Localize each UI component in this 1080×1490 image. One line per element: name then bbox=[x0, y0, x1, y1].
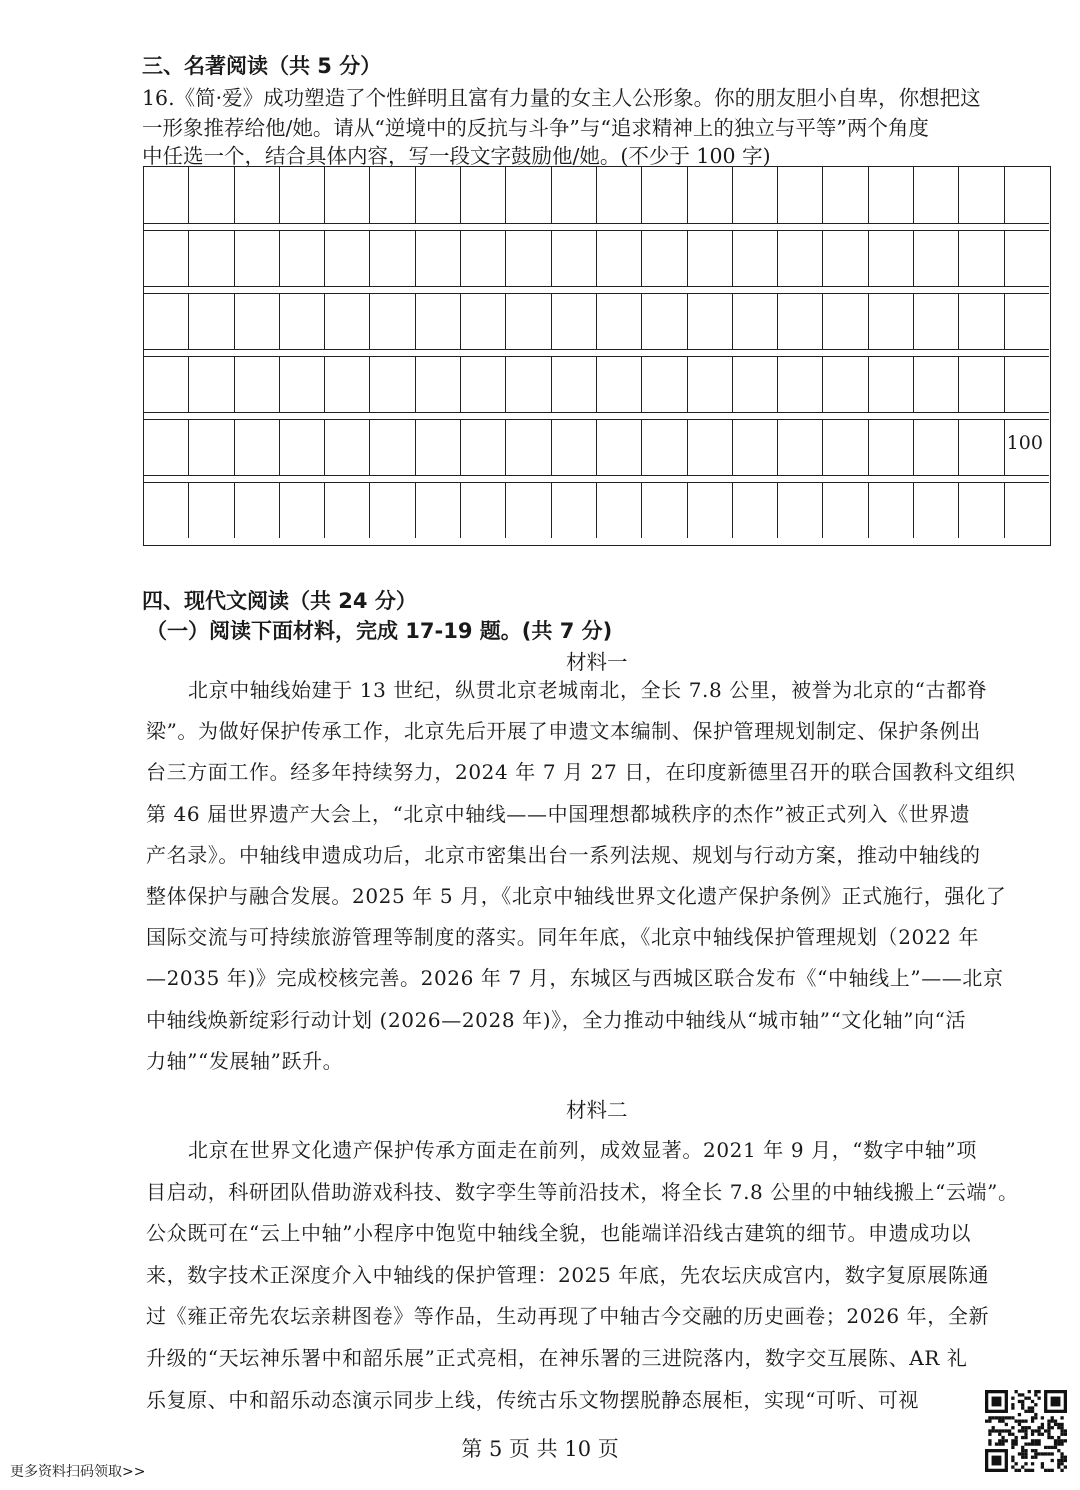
grid-cell bbox=[732, 420, 777, 475]
grid-cell bbox=[415, 167, 460, 223]
grid-cell bbox=[687, 420, 732, 475]
grid-cell bbox=[913, 167, 958, 223]
grid-cell bbox=[188, 167, 233, 223]
grid-cell bbox=[505, 357, 550, 412]
grid-cell bbox=[551, 167, 596, 223]
grid-cell bbox=[732, 231, 777, 286]
grid-cell bbox=[279, 483, 324, 538]
grid-row bbox=[144, 482, 1049, 538]
grid-cell bbox=[234, 357, 279, 412]
grid-cell bbox=[551, 483, 596, 538]
grid-row bbox=[144, 293, 1049, 349]
grid-cell bbox=[1004, 483, 1049, 538]
grid-cell bbox=[369, 483, 414, 538]
grid-cell bbox=[144, 357, 188, 412]
material2-line-4: 来，数字技术正深度介入中轴线的保护管理：2025 年底，先农坛庆成宫内，数字复原展陈通 bbox=[146, 1262, 990, 1287]
grid-cell bbox=[460, 483, 505, 538]
material1-line-9: 中轴线焕新绽彩行动计划 (2026—2028 年)》，全力推动中轴线从“城市轴”“文化轴”向“活 bbox=[146, 1007, 967, 1032]
grid-cell bbox=[279, 420, 324, 475]
grid-cell bbox=[234, 231, 279, 286]
grid-cell bbox=[958, 294, 1003, 349]
question16-line-3: 中任选一个，结合具体内容，写一段文字鼓励他/她。(不少于 100 字) bbox=[142, 144, 771, 168]
grid-cell bbox=[958, 167, 1003, 223]
grid-cell bbox=[415, 420, 460, 475]
grid-cell bbox=[596, 420, 641, 475]
word-count-marker: 100 bbox=[1006, 432, 1043, 454]
grid-cell bbox=[460, 231, 505, 286]
grid-cell bbox=[369, 294, 414, 349]
grid-cell bbox=[868, 231, 913, 286]
grid-cell bbox=[958, 357, 1003, 412]
grid-cell bbox=[369, 167, 414, 223]
grid-cell bbox=[324, 167, 369, 223]
grid-cell bbox=[324, 357, 369, 412]
grid-cell bbox=[415, 294, 460, 349]
grid-cell bbox=[369, 420, 414, 475]
grid-cell bbox=[551, 357, 596, 412]
grid-cell bbox=[505, 420, 550, 475]
grid-row-spacer bbox=[144, 475, 1049, 482]
grid-cell bbox=[641, 231, 686, 286]
material1-line-3: 台三方面工作。经多年持续努力，2024 年 7 月 27 日，在印度新德里召开的联合国教科文组织 bbox=[146, 760, 1016, 785]
grid-cell bbox=[641, 483, 686, 538]
grid-cell bbox=[551, 420, 596, 475]
grid-cell bbox=[596, 294, 641, 349]
grid-row-spacer bbox=[144, 349, 1049, 356]
grid-cell bbox=[188, 483, 233, 538]
qr-code bbox=[985, 1390, 1067, 1472]
grid-cell bbox=[958, 483, 1003, 538]
grid-row bbox=[144, 230, 1049, 286]
grid-cell bbox=[596, 357, 641, 412]
grid-cell bbox=[777, 167, 822, 223]
grid-cell bbox=[687, 167, 732, 223]
grid-cell bbox=[596, 483, 641, 538]
material2-line-1: 北京在世界文化遗产保护传承方面走在前列，成效显著。2021 年 9 月，“数字中轴”项 bbox=[188, 1138, 977, 1162]
grid-cell bbox=[732, 294, 777, 349]
grid-row-spacer bbox=[144, 412, 1049, 419]
grid-cell bbox=[279, 357, 324, 412]
grid-cell bbox=[144, 483, 188, 538]
question16-line-1: 16.《简·爱》成功塑造了个性鲜明且富有力量的女主人公形象。你的朋友胆小自卑，你想把这 bbox=[142, 86, 981, 110]
grid-cell bbox=[822, 420, 867, 475]
section3-heading: 三、名著阅读（共 5 分） bbox=[142, 54, 382, 78]
material2-line-2: 目启动，科研团队借助游戏科技、数字孪生等前沿技术，将全长 7.8 公里的中轴线搬上“云端”。 bbox=[146, 1179, 1019, 1204]
page-number: 第 5 页 共 10 页 bbox=[461, 1437, 619, 1461]
grid-cell bbox=[144, 294, 188, 349]
grid-cell bbox=[687, 357, 732, 412]
question16-line-2: 一形象推荐给他/她。请从“逆境中的反抗与斗争”与“追求精神上的独立与平等”两个角度 bbox=[142, 116, 929, 140]
grid-row bbox=[144, 356, 1049, 412]
grid-cell bbox=[687, 483, 732, 538]
grid-cell bbox=[188, 420, 233, 475]
grid-cell bbox=[505, 167, 550, 223]
grid-cell bbox=[822, 357, 867, 412]
material1-line-7: 国际交流与可持续旅游管理等制度的落实。同年年底，《北京中轴线保护管理规划（2022 年 bbox=[146, 925, 980, 950]
grid-cell bbox=[415, 483, 460, 538]
grid-cell bbox=[1004, 357, 1049, 412]
grid-cell bbox=[460, 294, 505, 349]
grid-cell bbox=[822, 294, 867, 349]
grid-row-spacer bbox=[144, 223, 1049, 230]
material1-line-6: 整体保护与融合发展。2025 年 5 月，《北京中轴线世界文化遗产保护条例》正式施行，强化了 bbox=[146, 884, 1007, 908]
grid-cell bbox=[868, 420, 913, 475]
grid-cell bbox=[460, 167, 505, 223]
grid-cell bbox=[641, 294, 686, 349]
grid-cell bbox=[144, 231, 188, 286]
grid-cell bbox=[1004, 231, 1049, 286]
grid-cell bbox=[822, 231, 867, 286]
grid-cell bbox=[777, 231, 822, 286]
material1-line-8: —2035 年)》完成校核完善。2026 年 7 月，东城区与西城区联合发布《“中轴线上”——北京 bbox=[146, 966, 1004, 991]
grid-cell bbox=[188, 357, 233, 412]
grid-cell bbox=[188, 294, 233, 349]
grid-cell bbox=[369, 357, 414, 412]
grid-cell bbox=[913, 357, 958, 412]
material2-title: 材料二 bbox=[566, 1098, 628, 1122]
grid-cell bbox=[188, 231, 233, 286]
grid-row bbox=[144, 419, 1049, 475]
grid-cell bbox=[958, 231, 1003, 286]
grid-cell bbox=[1004, 294, 1049, 349]
grid-cell bbox=[777, 483, 822, 538]
grid-cell bbox=[144, 420, 188, 475]
grid-cell bbox=[1004, 420, 1049, 475]
grid-cell bbox=[913, 483, 958, 538]
grid-cell bbox=[641, 167, 686, 223]
grid-cell bbox=[505, 483, 550, 538]
section4-subheading: （一）阅读下面材料，完成 17-19 题。(共 7 分) bbox=[146, 619, 613, 643]
grid-cell bbox=[687, 294, 732, 349]
grid-cell bbox=[687, 231, 732, 286]
grid-cell bbox=[868, 357, 913, 412]
grid-cell bbox=[913, 231, 958, 286]
grid-cell bbox=[505, 231, 550, 286]
grid-cell bbox=[234, 483, 279, 538]
grid-cell bbox=[777, 420, 822, 475]
grid-row-spacer bbox=[144, 286, 1049, 293]
grid-cell bbox=[324, 294, 369, 349]
grid-cell bbox=[822, 167, 867, 223]
grid-cell bbox=[324, 231, 369, 286]
grid-cell bbox=[279, 167, 324, 223]
grid-cell bbox=[868, 167, 913, 223]
grid-cell bbox=[415, 357, 460, 412]
grid-cell bbox=[234, 167, 279, 223]
material1-line-5: 产名录》。中轴线申遗成功后，北京市密集出台一系列法规、规划与行动方案，推动中轴线的 bbox=[146, 842, 981, 867]
grid-cell bbox=[596, 231, 641, 286]
grid-cell bbox=[732, 167, 777, 223]
grid-cell bbox=[1004, 167, 1049, 223]
promo-text: 更多资料扫码领取>> bbox=[10, 1464, 146, 1480]
grid-cell bbox=[324, 420, 369, 475]
material1-title: 材料一 bbox=[566, 650, 628, 674]
grid-cell bbox=[234, 294, 279, 349]
grid-cell bbox=[144, 167, 188, 223]
grid-cell bbox=[551, 294, 596, 349]
grid-cell bbox=[732, 357, 777, 412]
grid-cell bbox=[279, 294, 324, 349]
grid-cell bbox=[913, 420, 958, 475]
grid-cell bbox=[415, 231, 460, 286]
grid-cell bbox=[868, 294, 913, 349]
grid-cell bbox=[777, 357, 822, 412]
grid-cell bbox=[324, 483, 369, 538]
grid-cell bbox=[641, 420, 686, 475]
grid-cell bbox=[505, 294, 550, 349]
grid-cell bbox=[958, 420, 1003, 475]
grid-cell bbox=[279, 231, 324, 286]
material2-line-5: 过《雍正帝先农坛亲耕图卷》等作品，生动再现了中轴古今交融的历史画卷；2026 年，全新 bbox=[146, 1304, 990, 1329]
grid-cell bbox=[822, 483, 867, 538]
grid-cell bbox=[460, 420, 505, 475]
grid-cell bbox=[641, 357, 686, 412]
material1-line-10: 力轴”“发展轴”跃升。 bbox=[146, 1048, 344, 1073]
material1-line-4: 第 46 届世界遗产大会上，“北京中轴线——中国理想都城秩序的杰作”被正式列入《世界遗 bbox=[146, 801, 971, 826]
grid-cell bbox=[913, 294, 958, 349]
answer-grid bbox=[143, 166, 1051, 546]
grid-cell bbox=[234, 420, 279, 475]
grid-cell bbox=[460, 357, 505, 412]
grid-row bbox=[144, 167, 1049, 223]
grid-cell bbox=[551, 231, 596, 286]
grid-cell bbox=[732, 483, 777, 538]
grid-cell bbox=[868, 483, 913, 538]
grid-cell bbox=[596, 167, 641, 223]
material1-line-2: 梁”。为做好保护传承工作，北京先后开展了申遗文本编制、保护管理规划制定、保护条例出 bbox=[146, 719, 981, 744]
section4-heading: 四、现代文阅读（共 24 分） bbox=[142, 589, 417, 613]
material2-line-3: 公众既可在“云上中轴”小程序中饱览中轴线全貌，也能端详沿线古建筑的细节。申遗成功以 bbox=[146, 1221, 972, 1246]
grid-cell bbox=[369, 231, 414, 286]
material1-line-1: 北京中轴线始建于 13 世纪，纵贯北京老城南北，全长 7.8 公里，被誉为北京的“古都脊 bbox=[188, 678, 988, 702]
material2-line-6: 升级的“天坛神乐署中和韶乐展”正式亮相，在神乐署的三进院落内，数字交互展陈、AR 礼 bbox=[146, 1346, 968, 1370]
material2-line-7: 乐复原、中和韶乐动态演示同步上线，传统古乐文物摆脱静态展柜，实现“可听、可视 bbox=[146, 1387, 920, 1412]
grid-cell bbox=[777, 294, 822, 349]
